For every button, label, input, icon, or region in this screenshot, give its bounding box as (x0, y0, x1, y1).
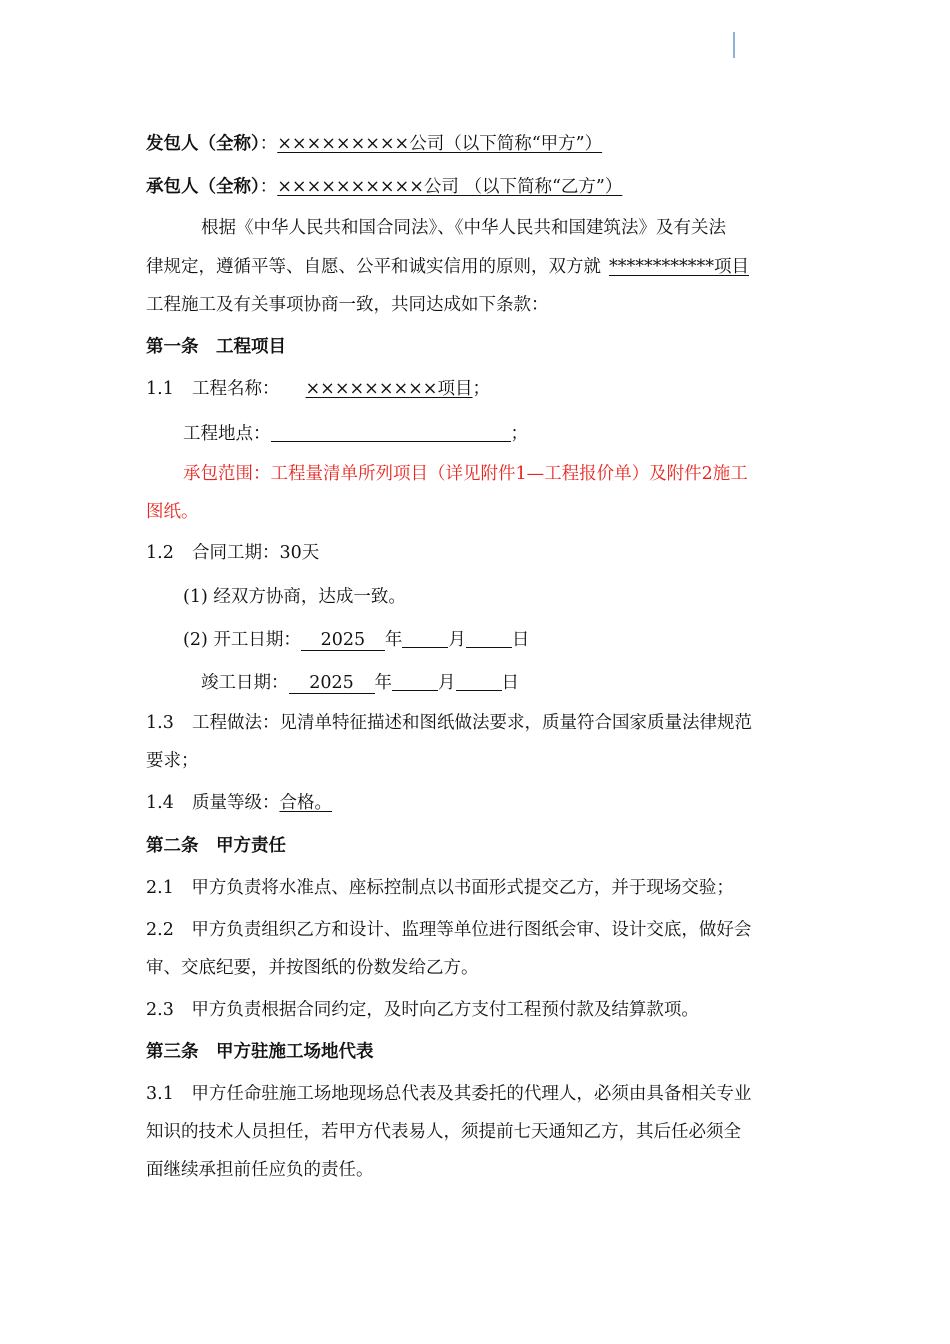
preamble-line-1: 根据《中华人民共和国合同法》、《中华人民共和国建筑法》及有关法 (201, 218, 726, 238)
clause-1-1-label: 工程名称： (192, 379, 280, 399)
article-1-title: 第一条 工程项目 (146, 337, 286, 357)
clause-2-1: 2.1 甲方负责将水准点、座标控制点以书面形式提交乙方，并于现场交验； (146, 878, 734, 898)
project-location-blank (271, 424, 511, 442)
clause-1-3-number: 1.3 (146, 713, 174, 733)
start-month-blank (402, 630, 448, 648)
clause-3-1-line-3: 面继续承担前任应负的责任。 (146, 1160, 374, 1180)
start-date-line (183, 630, 529, 651)
end-day-char: 日 (501, 673, 519, 693)
end-month-char: 月 (438, 673, 456, 693)
clause-1-2-number: 1.2 (146, 543, 174, 563)
employer-line (146, 136, 602, 154)
contractor-label: 承包人（全称） (146, 177, 260, 197)
clause-1-1-number: 1.1 (146, 379, 174, 399)
end-day-blank (456, 673, 502, 691)
clause-1-3-text: 工程做法：见清单特征描述和图纸做法要求，质量符合国家质量法律规范 (192, 713, 752, 733)
preamble-line-3: 工程施工及有关事项协商一致，共同达成如下条款： (146, 295, 549, 315)
start-day-blank (466, 630, 512, 648)
clause-1-1 (146, 381, 490, 399)
project-location-label: 工程地点： (183, 424, 271, 444)
clause-1-3-line-1 (146, 715, 752, 733)
clause-1-3-line-2: 要求； (146, 751, 199, 771)
article-2-title: 第二条 甲方责任 (146, 836, 286, 856)
clause-2-2-line-1: 2.2 甲方负责组织乙方和设计、监理等单位进行图纸会审、设计交底，做好会 (146, 920, 752, 940)
end-year-value: 2025 (289, 674, 375, 694)
start-day-char: 日 (511, 630, 530, 650)
quality-grade-value: 合格。 (279, 793, 332, 813)
clause-2-3: 2.3 甲方负责根据合同约定，及时向乙方支付工程预付款及结算款项。 (146, 1000, 699, 1020)
clause-3-1-line-1: 3.1 甲方任命驻施工场地现场总代表及其委托的代理人，必须由具备相关专业 (146, 1084, 752, 1104)
employer-value: ×××××××××公司（以下简称“甲方”） (277, 134, 603, 154)
preamble-line-2 (146, 259, 749, 277)
employer-colon: ： (259, 134, 278, 154)
end-month-blank (392, 673, 438, 691)
clause-1-1-end: ； (472, 379, 490, 399)
preamble-line-2-text: 律规定，遵循平等、自愿、公平和诚实信用的原则，双方就 (146, 257, 601, 277)
contractor-value: ××××××××××公司 （以下简称“乙方”） (277, 177, 623, 197)
employer-label: 发包人（全称） (146, 134, 260, 154)
start-month-char: 月 (448, 630, 466, 650)
clause-1-4-number: 1.4 (146, 793, 174, 813)
start-year-char: 年 (384, 630, 403, 650)
project-location-line (183, 424, 528, 444)
contractor-line (146, 179, 622, 197)
scope-line-2: 图纸。 (146, 502, 199, 522)
project-location-end: ； (510, 424, 528, 444)
scope-line-1: 承包范围：工程量清单所列项目（详见附件1—工程报价单）及附件2施工 (183, 464, 748, 484)
end-year-char: 年 (374, 673, 392, 693)
start-year-value: 2025 (301, 631, 385, 651)
clause-1-2-item-1: (1) 经双方协商，达成一致。 (183, 587, 406, 607)
preamble-project-name: ************项目 (609, 257, 749, 277)
end-date-line (201, 673, 519, 694)
contractor-colon: ： (259, 177, 278, 197)
article-3-title: 第三条 甲方驻施工场地代表 (146, 1042, 374, 1062)
project-name-value: ×××××××××项目 (305, 379, 473, 399)
end-date-label: 竣工日期： (201, 673, 289, 693)
clause-1-2 (146, 545, 319, 563)
clause-1-2-text: 合同工期：30天 (192, 543, 320, 563)
start-date-label: (2) 开工日期： (183, 630, 301, 650)
clause-1-4 (146, 795, 338, 813)
clause-2-2-line-2: 审、交底纪要，并按图纸的份数发给乙方。 (146, 958, 479, 978)
text-cursor-mark (733, 32, 735, 58)
quality-grade-label: 质量等级： (192, 793, 280, 813)
clause-3-1-line-2: 知识的技术人员担任，若甲方代表易人，须提前七天通知乙方，其后任必须全 (146, 1122, 741, 1142)
